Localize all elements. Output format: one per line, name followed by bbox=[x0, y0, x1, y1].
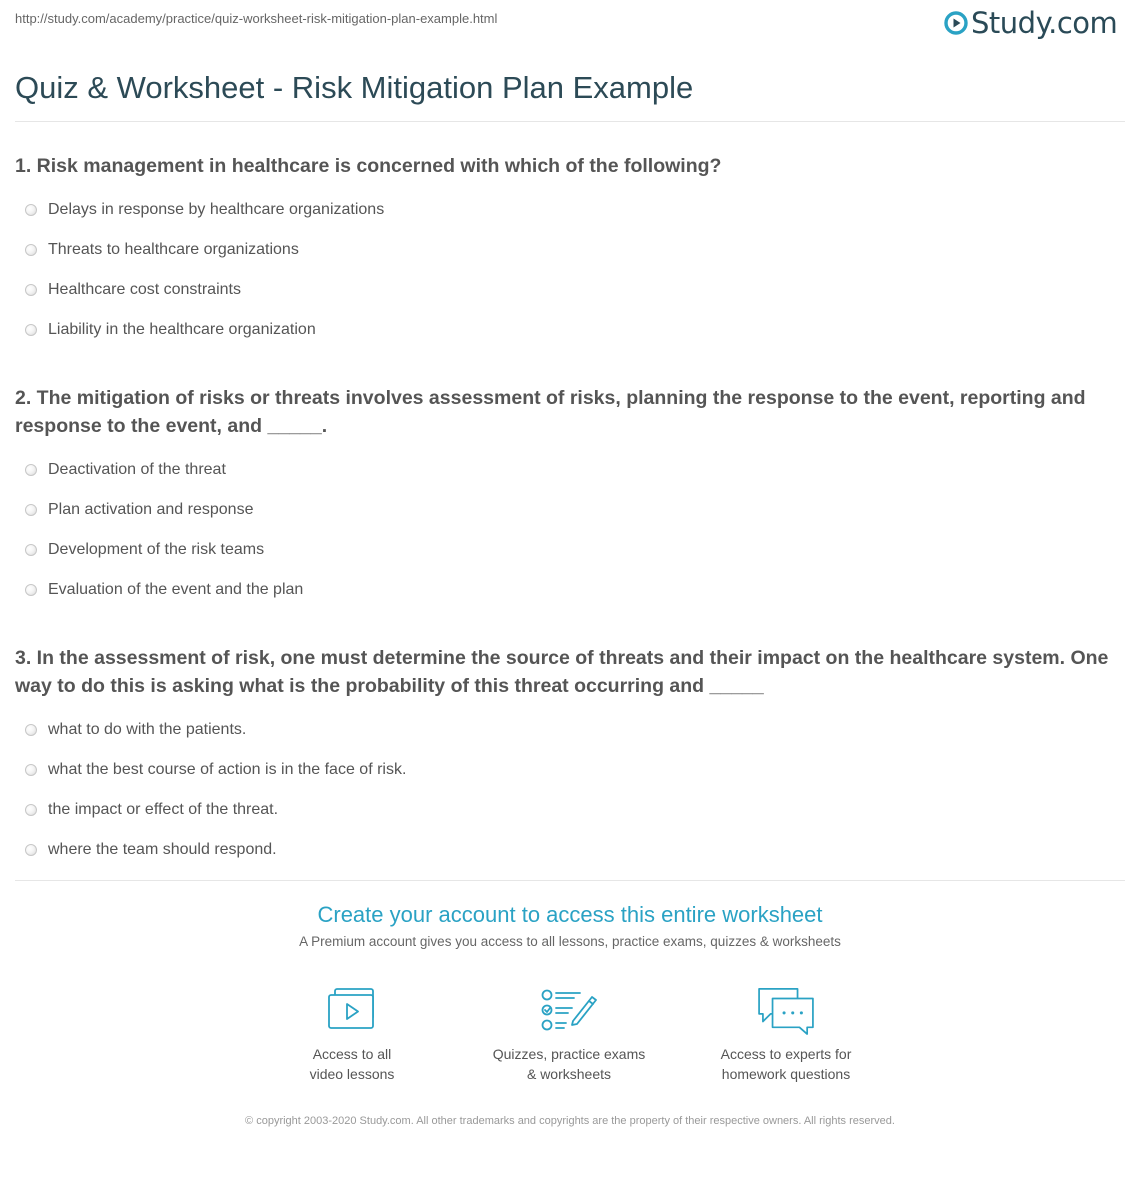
answer-option[interactable] bbox=[15, 830, 1125, 870]
radio-button[interactable] bbox=[25, 324, 37, 336]
answer-option[interactable] bbox=[15, 570, 1125, 610]
answer-label: what to do with the patients. bbox=[48, 721, 247, 738]
answer-option[interactable] bbox=[15, 270, 1125, 310]
title-divider bbox=[15, 121, 1125, 122]
radio-button[interactable] bbox=[25, 844, 37, 856]
answer-list bbox=[15, 450, 1125, 610]
radio-button[interactable] bbox=[25, 544, 37, 556]
answer-label: where the team should respond. bbox=[48, 841, 277, 858]
radio-button[interactable] bbox=[25, 804, 37, 816]
feature-label: Quizzes, practice exams & worksheets bbox=[492, 1046, 646, 1082]
answer-list bbox=[15, 710, 1125, 870]
logo-text: Study.com bbox=[971, 6, 1118, 40]
answer-option[interactable] bbox=[15, 310, 1125, 350]
question-2 bbox=[15, 384, 1125, 610]
cta-subtitle: A Premium account gives you access to all lessons, practice exams, quizzes & worksheets bbox=[299, 934, 841, 949]
chat-bubbles-icon bbox=[754, 985, 818, 1035]
radio-button[interactable] bbox=[25, 764, 37, 776]
answer-label: Healthcare cost constraints bbox=[48, 281, 241, 298]
answer-option[interactable] bbox=[15, 450, 1125, 490]
cta-divider bbox=[15, 880, 1125, 881]
radio-button[interactable] bbox=[25, 244, 37, 256]
feature-label: Access to experts for homework questions bbox=[720, 1046, 852, 1082]
quiz-checklist-icon bbox=[540, 985, 598, 1035]
feature-label: Access to all video lessons bbox=[309, 1046, 395, 1082]
create-account-link[interactable]: Create your account to access this entire worksheet bbox=[317, 902, 823, 927]
radio-button[interactable] bbox=[25, 284, 37, 296]
page-url: http://study.com/academy/practice/quiz-worksheet-risk-mitigation-plan-example.html bbox=[15, 11, 498, 26]
question-text: 2. The mitigation of risks or threats involves assessment of risks, planning the response to the event, reporting and response to the event, and _____. bbox=[15, 387, 1086, 437]
feature-video-lessons bbox=[252, 985, 452, 1084]
copyright-notice: © copyright 2003-2020 Study.com. All other trademarks and copyrights are the property of their respective owners. All rights reserved. bbox=[245, 1115, 895, 1127]
answer-option[interactable] bbox=[15, 790, 1125, 830]
answer-list bbox=[15, 190, 1125, 350]
answer-label: Liability in the healthcare organization bbox=[48, 321, 316, 338]
answer-label: Deactivation of the threat bbox=[48, 461, 226, 478]
answer-label: Plan activation and response bbox=[48, 501, 254, 518]
radio-button[interactable] bbox=[25, 204, 37, 216]
answer-label: Evaluation of the event and the plan bbox=[48, 581, 304, 598]
answer-option[interactable] bbox=[15, 490, 1125, 530]
video-lesson-icon bbox=[326, 985, 378, 1035]
answer-option[interactable] bbox=[15, 530, 1125, 570]
answer-option[interactable] bbox=[15, 710, 1125, 750]
answer-label: Development of the risk teams bbox=[48, 541, 265, 558]
answer-label: Threats to healthcare organizations bbox=[48, 241, 299, 258]
answer-option[interactable] bbox=[15, 230, 1125, 270]
question-list bbox=[15, 152, 1125, 904]
play-circle-icon bbox=[944, 11, 968, 35]
feature-experts bbox=[686, 985, 886, 1084]
study-logo[interactable] bbox=[944, 6, 1117, 40]
question-1 bbox=[15, 152, 1125, 350]
feature-quizzes bbox=[469, 985, 669, 1084]
answer-label: what the best course of action is in the face of risk. bbox=[48, 761, 407, 778]
radio-button[interactable] bbox=[25, 464, 37, 476]
answer-label: Delays in response by healthcare organizations bbox=[48, 201, 385, 218]
answer-option[interactable] bbox=[15, 190, 1125, 230]
radio-button[interactable] bbox=[25, 584, 37, 596]
answer-option[interactable] bbox=[15, 750, 1125, 790]
radio-button[interactable] bbox=[25, 724, 37, 736]
radio-button[interactable] bbox=[25, 504, 37, 516]
question-3 bbox=[15, 644, 1125, 870]
question-text: 3. In the assessment of risk, one must determine the source of threats and their impact on the healthcare system. One way to do this is asking what is the probability of this threat occurring and _____ bbox=[15, 647, 1109, 697]
answer-label: the impact or effect of the threat. bbox=[48, 801, 279, 818]
question-text: 1. Risk management in healthcare is concerned with which of the following? bbox=[15, 155, 722, 177]
page-title: Quiz & Worksheet - Risk Mitigation Plan Example bbox=[15, 70, 694, 105]
